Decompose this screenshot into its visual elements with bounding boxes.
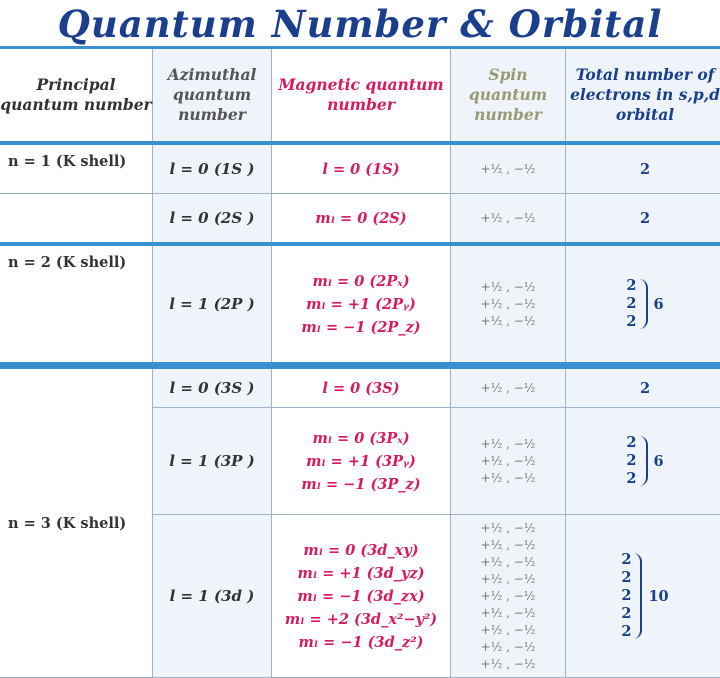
magnetic-line: mₗ = −1 (2P_z) [272, 316, 450, 339]
total-2s: 2 [566, 194, 720, 245]
magnetic-3d [272, 515, 451, 678]
azimuthal-1s: l = 0 (1S ) [153, 143, 272, 194]
magnetic-line: mₗ = 0 (2Pₓ) [272, 270, 450, 293]
header-magnetic: Magnetic quantum number [272, 48, 451, 144]
azimuthal-3p: l = 1 (3P ) [153, 408, 272, 515]
total-value: 2 [621, 605, 631, 623]
total-3p [566, 408, 720, 515]
magnetic-line: mₗ = +2 (3d_x²−y²) [272, 608, 450, 631]
magnetic-line: mₗ = −1 (3d_zx) [272, 585, 450, 608]
total-sum: 10 [648, 588, 668, 605]
total-value: 2 [626, 277, 636, 295]
quantum-table [0, 46, 720, 678]
spin-line: +½ , −½ [451, 537, 565, 554]
spin-line: +½ , −½ [451, 656, 565, 673]
header-principal: Principal quantum number [0, 48, 153, 144]
total-2p [566, 244, 720, 366]
spin-1s: +½ , −½ [451, 143, 566, 194]
spin-line: +½ , −½ [451, 470, 565, 487]
principal-n1: n = 1 (K shell) [0, 143, 153, 194]
azimuthal-2p: l = 1 (2P ) [153, 244, 272, 366]
brace-icon [633, 553, 642, 639]
magnetic-3s: l = 0 (3S) [272, 366, 451, 408]
spin-line: +½ , −½ [451, 588, 565, 605]
magnetic-line: mₗ = −1 (3d_z²) [272, 631, 450, 654]
total-value: 2 [621, 551, 631, 569]
total-value: 2 [621, 623, 631, 641]
total-value: 2 [621, 587, 631, 605]
brace-icon [639, 436, 648, 486]
header-azimuthal: Azimuthal quantum number [153, 48, 272, 144]
magnetic-3p [272, 408, 451, 515]
total-3d [566, 515, 720, 678]
spin-line: +½ , −½ [451, 453, 565, 470]
spin-line: +½ , −½ [451, 296, 565, 313]
azimuthal-3s: l = 0 (3S ) [153, 366, 272, 408]
spin-3s: +½ , −½ [451, 366, 566, 408]
spin-line: +½ , −½ [451, 279, 565, 296]
spin-line: +½ , −½ [451, 313, 565, 330]
spin-2s: +½ , −½ [451, 194, 566, 245]
spin-line: +½ , −½ [451, 436, 565, 453]
brace-icon [639, 279, 648, 329]
magnetic-2p [272, 244, 451, 366]
total-value: 2 [626, 313, 636, 331]
spin-line: +½ , −½ [451, 605, 565, 622]
spin-line: +½ , −½ [451, 554, 565, 571]
azimuthal-2s: l = 0 (2S ) [153, 194, 272, 245]
spin-2p [451, 244, 566, 366]
magnetic-line: mₗ = 0 (3d_xy) [272, 539, 450, 562]
azimuthal-3d: l = 1 (3d ) [153, 515, 272, 678]
principal-n2: n = 2 (K shell) [0, 244, 153, 366]
spin-line: +½ , −½ [451, 622, 565, 639]
spin-line: +½ , −½ [451, 571, 565, 588]
total-value: 2 [621, 569, 631, 587]
principal-empty [0, 194, 153, 245]
total-value: 2 [626, 434, 636, 452]
spin-3d [451, 515, 566, 678]
magnetic-line: mₗ = 0 (3Pₓ) [272, 427, 450, 450]
total-sum: 6 [654, 453, 664, 470]
total-1s: 2 [566, 143, 720, 194]
magnetic-line: mₗ = +1 (2Pᵧ) [272, 293, 450, 316]
total-value: 2 [626, 295, 636, 313]
header-total: Total number of electrons in s,p,d orbital [566, 48, 720, 144]
total-3s: 2 [566, 366, 720, 408]
spin-3p [451, 408, 566, 515]
header-spin: Spin quantum number [451, 48, 566, 144]
total-value: 2 [626, 452, 636, 470]
page-title: Quantum Number & Orbital [0, 0, 720, 46]
magnetic-line: mₗ = +1 (3d_yz) [272, 562, 450, 585]
spin-line: +½ , −½ [451, 520, 565, 537]
total-sum: 6 [654, 296, 664, 313]
magnetic-line: mₗ = +1 (3Pᵧ) [272, 450, 450, 473]
total-value: 2 [626, 470, 636, 488]
principal-n3: n = 3 (K shell) [0, 366, 153, 678]
magnetic-2s: mₗ = 0 (2S) [272, 194, 451, 245]
spin-line: +½ , −½ [451, 639, 565, 656]
magnetic-line: mₗ = −1 (3P_z) [272, 473, 450, 496]
magnetic-1s: l = 0 (1S) [272, 143, 451, 194]
